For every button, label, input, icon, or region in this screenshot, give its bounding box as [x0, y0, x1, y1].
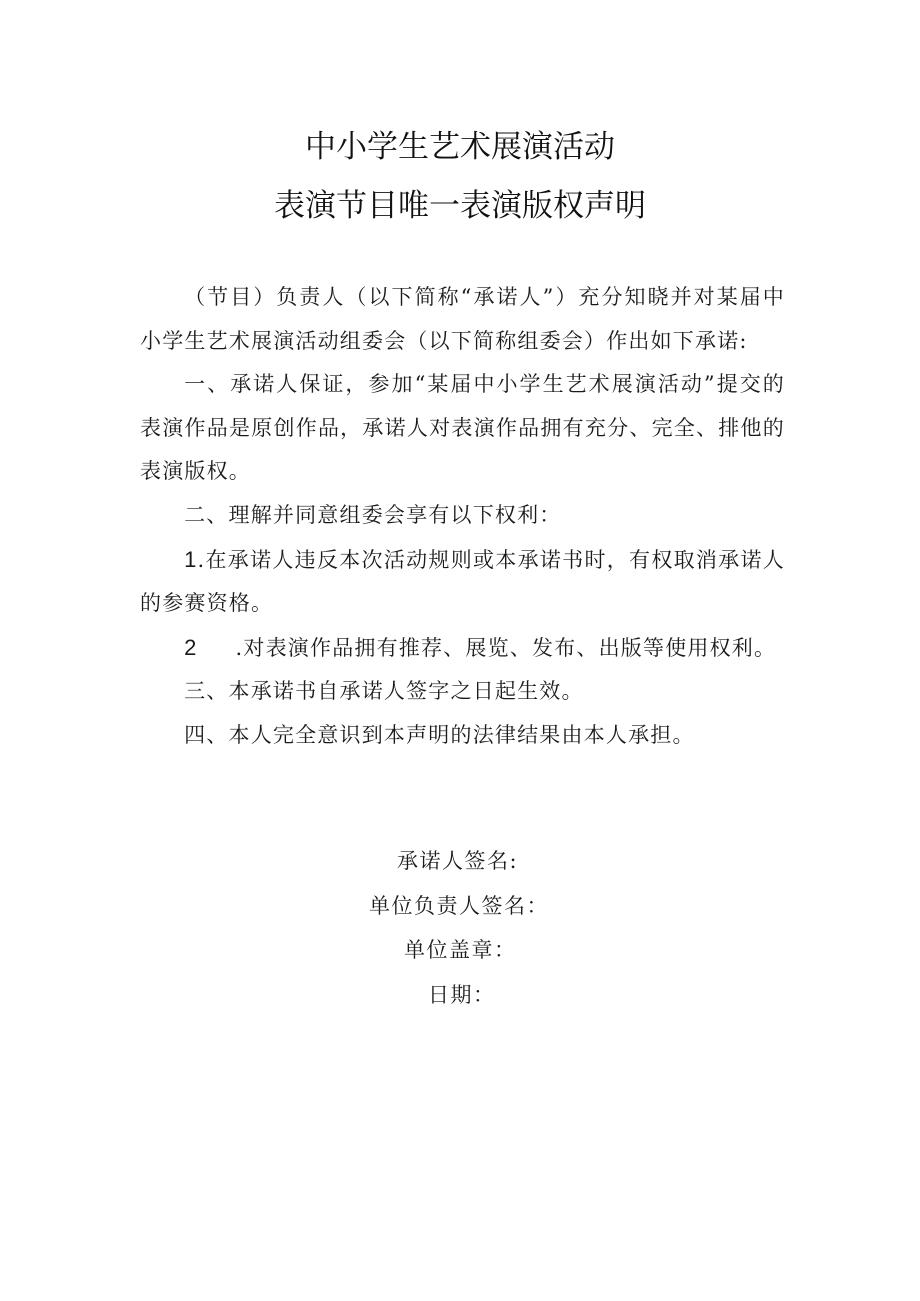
- date-line: [0, 973, 920, 1018]
- document-title-line-2: 表演节目唯一表演版权声明: [274, 188, 646, 224]
- promisor-signature-label: 承诺人签名:: [397, 849, 519, 873]
- item-2-text: .对表演作品拥有推荐、展览、发布、出版等使用权利。: [235, 635, 777, 660]
- item-1-text: .在承诺人违反本次活动规则或本承诺书时，有权取消承诺人的参赛资格。: [140, 547, 785, 616]
- declaration-body: [140, 276, 785, 758]
- document-title-line-1: 中小学生艺术展演活动: [305, 129, 615, 165]
- unit-seal-label: 单位盖章：: [404, 938, 517, 963]
- clause-3-paragraph: 三、本承诺书自承诺人签字之日起生效。: [184, 679, 584, 704]
- item-2-number: 2: [184, 634, 198, 660]
- item-1-paragraph: [140, 538, 785, 626]
- item-1-number: 1: [184, 546, 198, 572]
- unit-head-signature-line: [0, 884, 920, 929]
- clause-1-paragraph: 一、承诺人保证，参加“某届中小学生艺术展演活动”提交的表演作品是原创作品，承诺人对表演作品拥有充分、完全、排他的表演版权。: [140, 372, 785, 484]
- unit-head-signature-label: 单位负责人签名：: [369, 893, 549, 918]
- intro-paragraph: （节目）负责人（以下简称“承诺人”）充分知晓并对某届中小学生艺术展演活动组委会（以下简称组委会）作出如下承诺:: [140, 285, 785, 353]
- item-2-paragraph: [140, 626, 785, 671]
- unit-seal-line: [0, 928, 920, 973]
- promisor-signature-line: [0, 839, 920, 884]
- signature-block: [0, 839, 920, 1018]
- clause-2-paragraph: 二、理解并同意组委会享有以下权利：: [184, 502, 562, 527]
- clause-4-paragraph: 四、本人完全意识到本声明的法律结果由本人承担。: [184, 722, 695, 747]
- date-label: 日期：: [428, 983, 496, 1008]
